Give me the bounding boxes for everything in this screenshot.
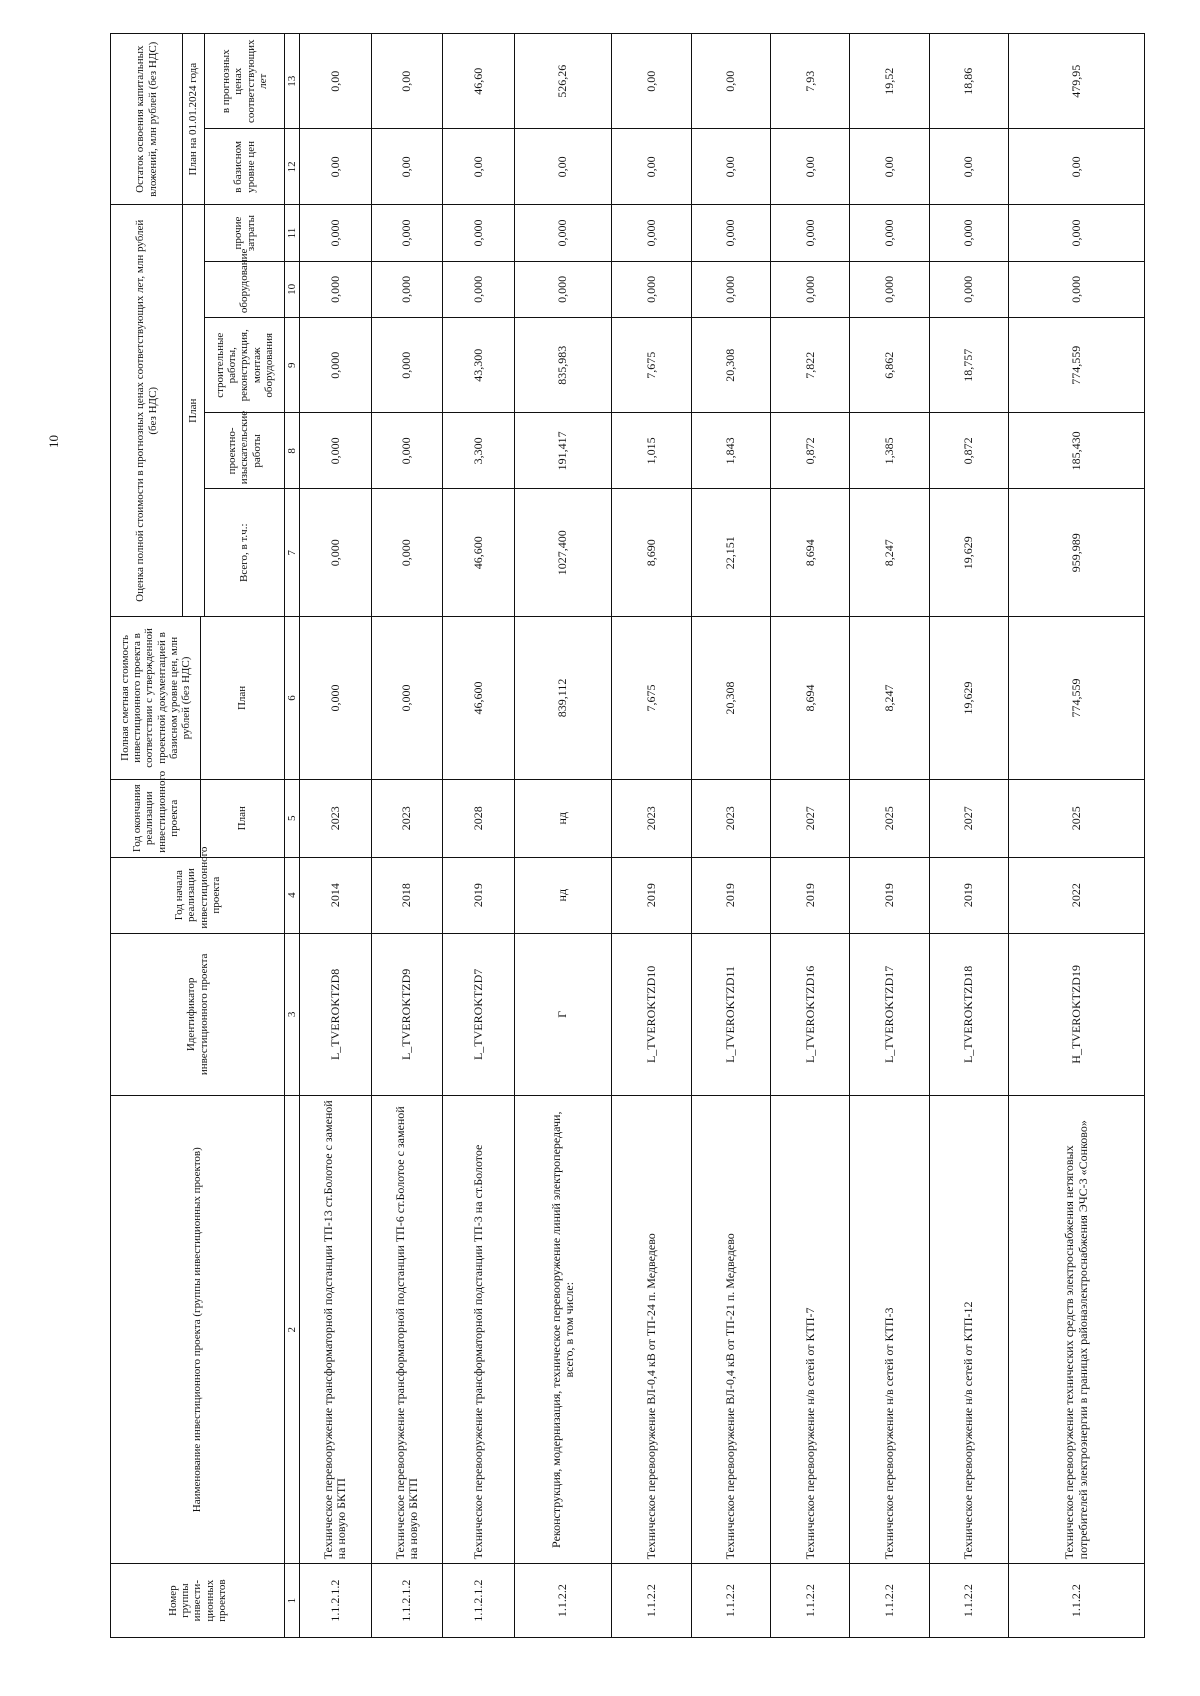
estimate-cell: 0,000 [300, 617, 372, 780]
estimate-cell: 774,559 [1009, 617, 1145, 780]
remainder-forecast-cell: 0,00 [612, 34, 691, 129]
remainder-forecast-cell: 526,26 [515, 34, 612, 129]
start-year-cell: 2019 [929, 857, 1008, 933]
forecast-total-cell: 1027,400 [515, 489, 612, 617]
start-year-cell: нд [515, 857, 612, 933]
forecast-design-cell: 1,015 [612, 413, 691, 489]
table-row [691, 34, 770, 1638]
header-forecast-cost: Оценка полной стоимости в прогнозных ценах соответствующих лет, млн рублей (без НДС) [111, 205, 183, 617]
remainder-forecast-cell: 0,00 [300, 34, 372, 129]
table-row [850, 34, 929, 1638]
forecast-total-cell: 22,151 [691, 489, 770, 617]
forecast-equipment-cell: 0,000 [612, 261, 691, 317]
table-row [929, 34, 1008, 1638]
remainder-base-cell: 0,00 [929, 129, 1008, 205]
forecast-other-cell: 0,000 [443, 205, 515, 261]
remainder-base-cell: 0,00 [691, 129, 770, 205]
remainder-base-cell: 0,00 [443, 129, 515, 205]
forecast-other-cell: 0,000 [1009, 205, 1145, 261]
forecast-other-cell: 0,000 [515, 205, 612, 261]
remainder-base-cell: 0,00 [1009, 129, 1145, 205]
page-number: 10 [46, 435, 61, 448]
forecast-construction-cell: 7,822 [771, 318, 850, 413]
forecast-equipment-cell: 0,000 [300, 261, 372, 317]
estimate-cell: 20,308 [691, 617, 770, 780]
header-remainder: Остаток освоения капитальных вложений, млн рублей (без НДС) [111, 34, 183, 205]
start-year-cell: 2014 [300, 857, 372, 933]
header-project-id: Идентификатор инвестиционного проекта [111, 933, 285, 1096]
estimate-cell: 8,247 [850, 617, 929, 780]
forecast-construction-cell: 774,559 [1009, 318, 1145, 413]
header-group-number: Номер группы инвести-ционных проектов [111, 1564, 285, 1638]
header-forecast-design: проектно-изыскательские работы [205, 413, 285, 489]
remainder-base-cell: 0,00 [771, 129, 850, 205]
end-year-cell: 2025 [850, 779, 929, 857]
group-number-cell: 1.1.2.1.2 [443, 1564, 515, 1638]
forecast-equipment-cell: 0,000 [515, 261, 612, 317]
table-row [300, 34, 372, 1638]
forecast-construction-cell: 0,000 [371, 318, 443, 413]
column-index: 11 [285, 205, 300, 261]
forecast-other-cell: 0,000 [771, 205, 850, 261]
header-forecast-construction: строительные работы, реконструкция, монтаж оборудования [205, 318, 285, 413]
project-name-cell: Реконструкция, модернизация, техническое перевооружение линий электропередачи, всего, в том числе: [515, 1096, 612, 1564]
table-body [300, 34, 1145, 1638]
end-year-cell: 2027 [929, 779, 1008, 857]
project-name-cell: Техническое перевооружение н/в сетей от КТП-12 [929, 1096, 1008, 1564]
forecast-design-cell: 0,872 [771, 413, 850, 489]
project-name-cell: Техническое перевооружение трансформаторной подстанции ТП-3 на ст.Болотое [443, 1096, 515, 1564]
start-year-cell: 2019 [691, 857, 770, 933]
forecast-other-cell: 0,000 [850, 205, 929, 261]
remainder-base-cell: 0,00 [612, 129, 691, 205]
column-index: 6 [285, 617, 300, 780]
project-id-cell: Г [515, 933, 612, 1096]
header-estimate-cost: Полная сметная стоимость инвестиционного проекта в соответствии с утвержденной проектной документацией в базисном уровне цен, млн рублей (без НДС) [111, 617, 201, 780]
forecast-design-cell: 1,843 [691, 413, 770, 489]
column-index: 3 [285, 933, 300, 1096]
forecast-total-cell: 8,247 [850, 489, 929, 617]
estimate-cell: 19,629 [929, 617, 1008, 780]
forecast-equipment-cell: 0,000 [1009, 261, 1145, 317]
table-row [443, 34, 515, 1638]
remainder-base-cell: 0,00 [515, 129, 612, 205]
header-forecast-equipment: оборудование [205, 261, 285, 317]
group-number-cell: 1.1.2.2 [515, 1564, 612, 1638]
project-id-cell: H_TVEROKTZD19 [1009, 933, 1145, 1096]
group-number-cell: 1.1.2.2 [612, 1564, 691, 1638]
project-id-cell: L_TVEROKTZD11 [691, 933, 770, 1096]
forecast-total-cell: 46,600 [443, 489, 515, 617]
project-name-cell: Техническое перевооружение н/в сетей от КТП-3 [850, 1096, 929, 1564]
project-name-cell: Техническое перевооружение ВЛ-0,4 кВ от ТП-21 п. Медведево [691, 1096, 770, 1564]
remainder-base-cell: 0,00 [300, 129, 372, 205]
column-index: 5 [285, 779, 300, 857]
end-year-cell: 2023 [300, 779, 372, 857]
forecast-equipment-cell: 0,000 [371, 261, 443, 317]
forecast-design-cell: 191,417 [515, 413, 612, 489]
end-year-cell: 2023 [691, 779, 770, 857]
forecast-equipment-cell: 0,000 [850, 261, 929, 317]
forecast-design-cell: 0,000 [300, 413, 372, 489]
table-row [1009, 34, 1145, 1638]
group-number-cell: 1.1.2.1.2 [371, 1564, 443, 1638]
forecast-total-cell: 0,000 [300, 489, 372, 617]
remainder-forecast-cell: 0,00 [371, 34, 443, 129]
group-number-cell: 1.1.2.2 [850, 1564, 929, 1638]
column-index: 13 [285, 34, 300, 129]
forecast-total-cell: 8,694 [771, 489, 850, 617]
project-id-cell: L_TVEROKTZD16 [771, 933, 850, 1096]
start-year-cell: 2019 [443, 857, 515, 933]
end-year-cell: 2027 [771, 779, 850, 857]
header-start-year: Год начала реализации инвестиционного проекта [111, 857, 285, 933]
project-id-cell: L_TVEROKTZD10 [612, 933, 691, 1096]
remainder-forecast-cell: 0,00 [691, 34, 770, 129]
start-year-cell: 2019 [612, 857, 691, 933]
column-index: 2 [285, 1096, 300, 1564]
project-id-cell: L_TVEROKTZD17 [850, 933, 929, 1096]
remainder-forecast-cell: 46,60 [443, 34, 515, 129]
forecast-equipment-cell: 0,000 [443, 261, 515, 317]
project-name-cell: Техническое перевооружение трансформаторной подстанции ТП-6 ст.Болотое с заменой на новую БКТП [371, 1096, 443, 1564]
table-row [612, 34, 691, 1638]
header-forecast-other: прочие затраты [205, 205, 285, 261]
header-forecast-plan: План [183, 205, 205, 617]
end-year-cell: 2028 [443, 779, 515, 857]
forecast-design-cell: 185,430 [1009, 413, 1145, 489]
estimate-cell: 0,000 [371, 617, 443, 780]
forecast-design-cell: 0,872 [929, 413, 1008, 489]
investment-projects-sheet [110, 33, 1145, 1638]
forecast-construction-cell: 0,000 [300, 318, 372, 413]
header-forecast-total: Всего, в т.ч.: [205, 489, 285, 617]
group-number-cell: 1.1.2.2 [1009, 1564, 1145, 1638]
investment-projects-table [110, 33, 1145, 1638]
forecast-other-cell: 0,000 [691, 205, 770, 261]
remainder-forecast-cell: 7,93 [771, 34, 850, 129]
start-year-cell: 2018 [371, 857, 443, 933]
forecast-total-cell: 0,000 [371, 489, 443, 617]
remainder-forecast-cell: 19,52 [850, 34, 929, 129]
column-index: 9 [285, 318, 300, 413]
remainder-base-cell: 0,00 [371, 129, 443, 205]
forecast-equipment-cell: 0,000 [771, 261, 850, 317]
end-year-cell: 2023 [371, 779, 443, 857]
column-index: 1 [285, 1564, 300, 1638]
forecast-construction-cell: 7,675 [612, 318, 691, 413]
header-remainder-forecast: в прогнозных ценах соответствующих лет [205, 34, 285, 129]
column-index-row [285, 34, 300, 1638]
estimate-cell: 46,600 [443, 617, 515, 780]
forecast-design-cell: 3,300 [443, 413, 515, 489]
project-name-cell: Техническое перевооружение н/в сетей от КТП-7 [771, 1096, 850, 1564]
remainder-forecast-cell: 479,95 [1009, 34, 1145, 129]
end-year-cell: 2023 [612, 779, 691, 857]
table-row [771, 34, 850, 1638]
forecast-design-cell: 0,000 [371, 413, 443, 489]
header-project-name: Наименование инвестиционного проекта (группы инвестиционных проектов) [111, 1096, 285, 1564]
project-name-cell: Техническое перевооружение технических средств электроснабжения нетяговых потребителей электроэнергии в границах районаэлектроснабжения ЭЧС-3 «Сонково» [1009, 1096, 1145, 1564]
remainder-base-cell: 0,00 [850, 129, 929, 205]
forecast-construction-cell: 20,308 [691, 318, 770, 413]
project-id-cell: L_TVEROKTZD9 [371, 933, 443, 1096]
forecast-total-cell: 8,690 [612, 489, 691, 617]
column-index: 7 [285, 489, 300, 617]
project-id-cell: L_TVEROKTZD18 [929, 933, 1008, 1096]
group-number-cell: 1.1.2.2 [771, 1564, 850, 1638]
forecast-other-cell: 0,000 [612, 205, 691, 261]
project-id-cell: L_TVEROKTZD8 [300, 933, 372, 1096]
header-remainder-base: в базисном уровне цен [205, 129, 285, 205]
group-number-cell: 1.1.2.2 [929, 1564, 1008, 1638]
table-row [371, 34, 443, 1638]
forecast-total-cell: 959,989 [1009, 489, 1145, 617]
remainder-forecast-cell: 18,86 [929, 34, 1008, 129]
column-index: 4 [285, 857, 300, 933]
forecast-equipment-cell: 0,000 [929, 261, 1008, 317]
header-end-year-plan: План [201, 779, 285, 857]
group-number-cell: 1.1.2.2 [691, 1564, 770, 1638]
column-index: 10 [285, 261, 300, 317]
forecast-other-cell: 0,000 [300, 205, 372, 261]
column-index: 12 [285, 129, 300, 205]
estimate-cell: 7,675 [612, 617, 691, 780]
project-id-cell: L_TVEROKTZD7 [443, 933, 515, 1096]
forecast-construction-cell: 43,300 [443, 318, 515, 413]
header-remainder-plan: План на 01.01.2024 года [183, 34, 205, 205]
estimate-cell: 8,694 [771, 617, 850, 780]
project-name-cell: Техническое перевооружение трансформаторной подстанции ТП-13 ст.Болотое с заменой на новую БКТП [300, 1096, 372, 1564]
forecast-equipment-cell: 0,000 [691, 261, 770, 317]
start-year-cell: 2019 [771, 857, 850, 933]
forecast-total-cell: 19,629 [929, 489, 1008, 617]
forecast-other-cell: 0,000 [929, 205, 1008, 261]
forecast-construction-cell: 835,983 [515, 318, 612, 413]
start-year-cell: 2019 [850, 857, 929, 933]
table-row [515, 34, 612, 1638]
column-index: 8 [285, 413, 300, 489]
forecast-design-cell: 1,385 [850, 413, 929, 489]
end-year-cell: нд [515, 779, 612, 857]
start-year-cell: 2022 [1009, 857, 1145, 933]
group-number-cell: 1.1.2.1.2 [300, 1564, 372, 1638]
forecast-other-cell: 0,000 [371, 205, 443, 261]
estimate-cell: 839,112 [515, 617, 612, 780]
forecast-construction-cell: 6,862 [850, 318, 929, 413]
header-estimate-plan: План [201, 617, 285, 780]
header-end-year: Год окончания реализации инвестиционного проекта [111, 779, 201, 857]
project-name-cell: Техническое перевооружение ВЛ-0,4 кВ от ТП-24 п. Медведево [612, 1096, 691, 1564]
forecast-construction-cell: 18,757 [929, 318, 1008, 413]
end-year-cell: 2025 [1009, 779, 1145, 857]
